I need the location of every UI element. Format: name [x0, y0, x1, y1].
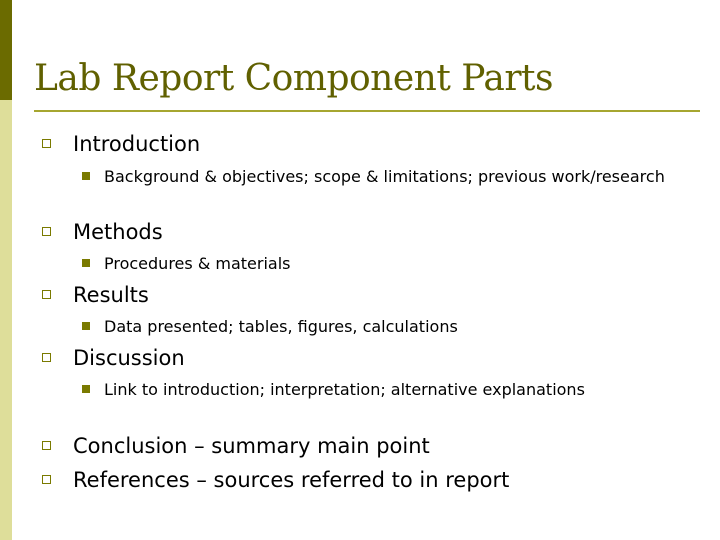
filled-square-bullet-icon	[82, 172, 90, 180]
bullet-label: Results	[73, 283, 149, 307]
filled-square-bullet-icon	[82, 259, 90, 267]
sub-bullet-label: Data presented; tables, figures, calculations	[104, 317, 458, 336]
bullet-label: References – sources referred to in report	[73, 468, 510, 492]
bullet-label: Methods	[73, 220, 163, 244]
square-bullet-icon	[42, 353, 51, 362]
square-bullet-icon	[42, 290, 51, 299]
square-bullet-icon	[42, 139, 51, 148]
bullet-label: Discussion	[73, 346, 185, 370]
sub-bullet-label: Link to introduction; interpretation; alternative explanations	[104, 380, 585, 399]
sub-bullet-label: Background & objectives; scope & limitations; previous work/research	[104, 167, 665, 186]
square-bullet-icon	[42, 227, 51, 236]
sub-bullet-label: Procedures & materials	[104, 254, 291, 273]
bullet-label: Conclusion – summary main point	[73, 434, 430, 458]
filled-square-bullet-icon	[82, 322, 90, 330]
bullet-label: Introduction	[73, 132, 201, 156]
square-bullet-icon	[42, 441, 51, 450]
slide-title: Lab Report Component Parts	[34, 58, 553, 99]
filled-square-bullet-icon	[82, 385, 90, 393]
square-bullet-icon	[42, 475, 51, 484]
